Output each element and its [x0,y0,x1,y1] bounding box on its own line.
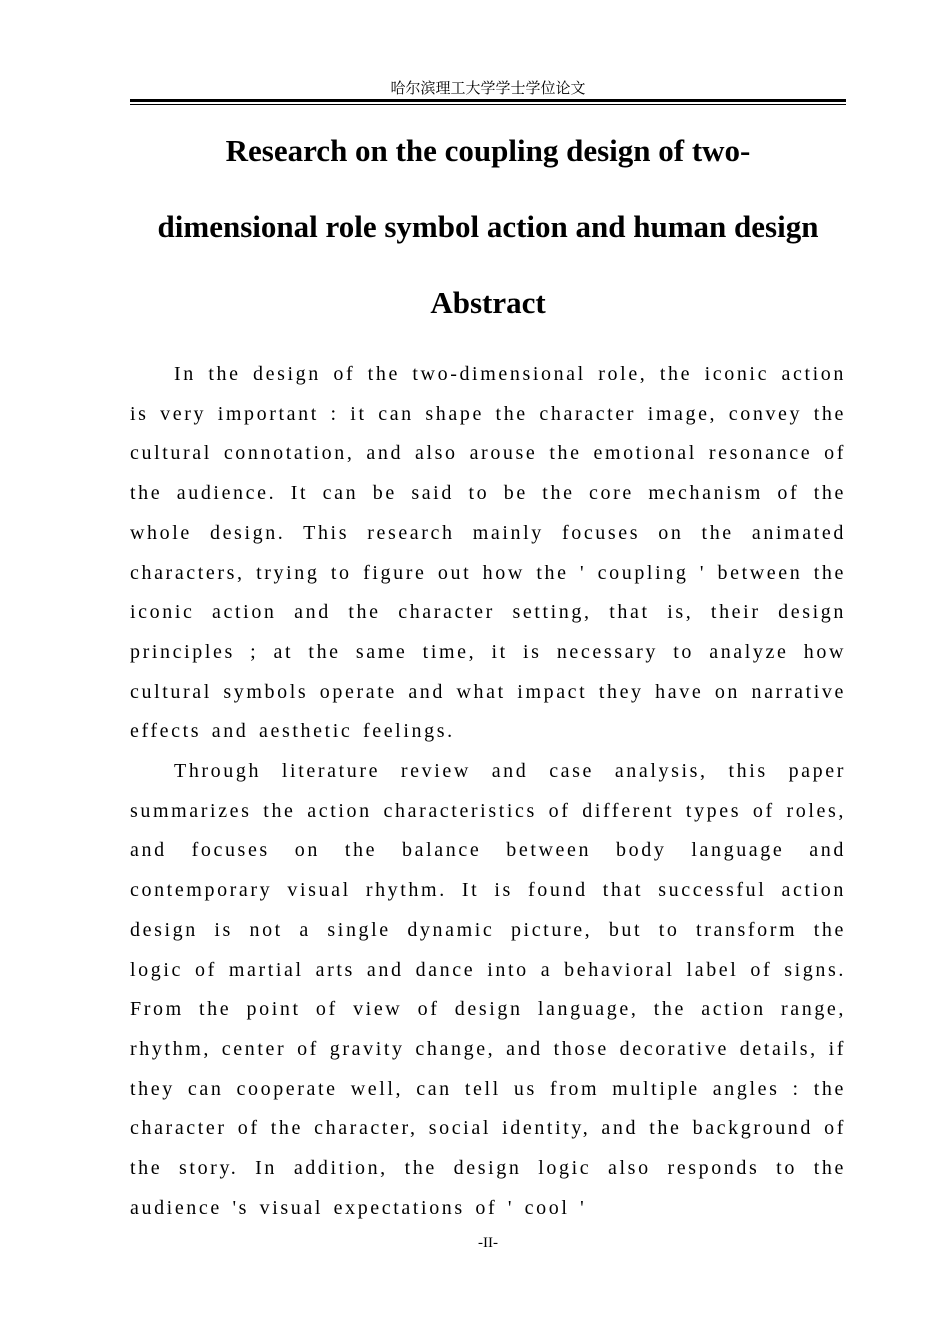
running-header: 哈尔滨理工大学学士学位论文 [390,79,586,97]
abstract-paragraph-2-block [130,752,846,1228]
thesis-title-line-2: dimensional role symbol action and human design [157,209,819,244]
header-rule-thin [130,104,846,105]
header-rule-thick [130,99,846,102]
abstract-paragraph-1-block [130,355,846,752]
thesis-title-line-1: Research on the coupling design of two- [225,133,751,168]
abstract-paragraph-1: In the design of the two-dimensional role, the iconic action is very important : it can shape the character image, convey the cultural connotation, and also arouse the emotional resonance of the audience. It can be said to be the core mechanism of the whole design. This research mainly focuses on the animated characters, trying to figure out how the ' coupling ' between the iconic action and the character setting, that is, their design principles ; at the same time, it is necessary to analyze how cultural symbols operate and what impact they have on narrative effects and aesthetic feelings. [130,363,846,743]
page-number: -II- [478,1235,498,1251]
abstract-paragraph-2: Through literature review and case analysis, this paper summarizes the action characteristics of different types of roles, and focuses on the balance between body language and contemporary visual rhythm. It is found that successful action design is not a single dynamic picture, but to transform the logic of martial arts and dance into a behavioral label of signs. From the point of view of design language, the action range, rhythm, center of gravity change, and those decorative details, if they can cooperate well, can tell us from multiple angles : the character of the character, social identity, and the background of the story. In addition, the design logic also responds to the audience 's visual expectations of ' cool ' [130,760,846,1219]
abstract-heading: Abstract [430,285,546,320]
